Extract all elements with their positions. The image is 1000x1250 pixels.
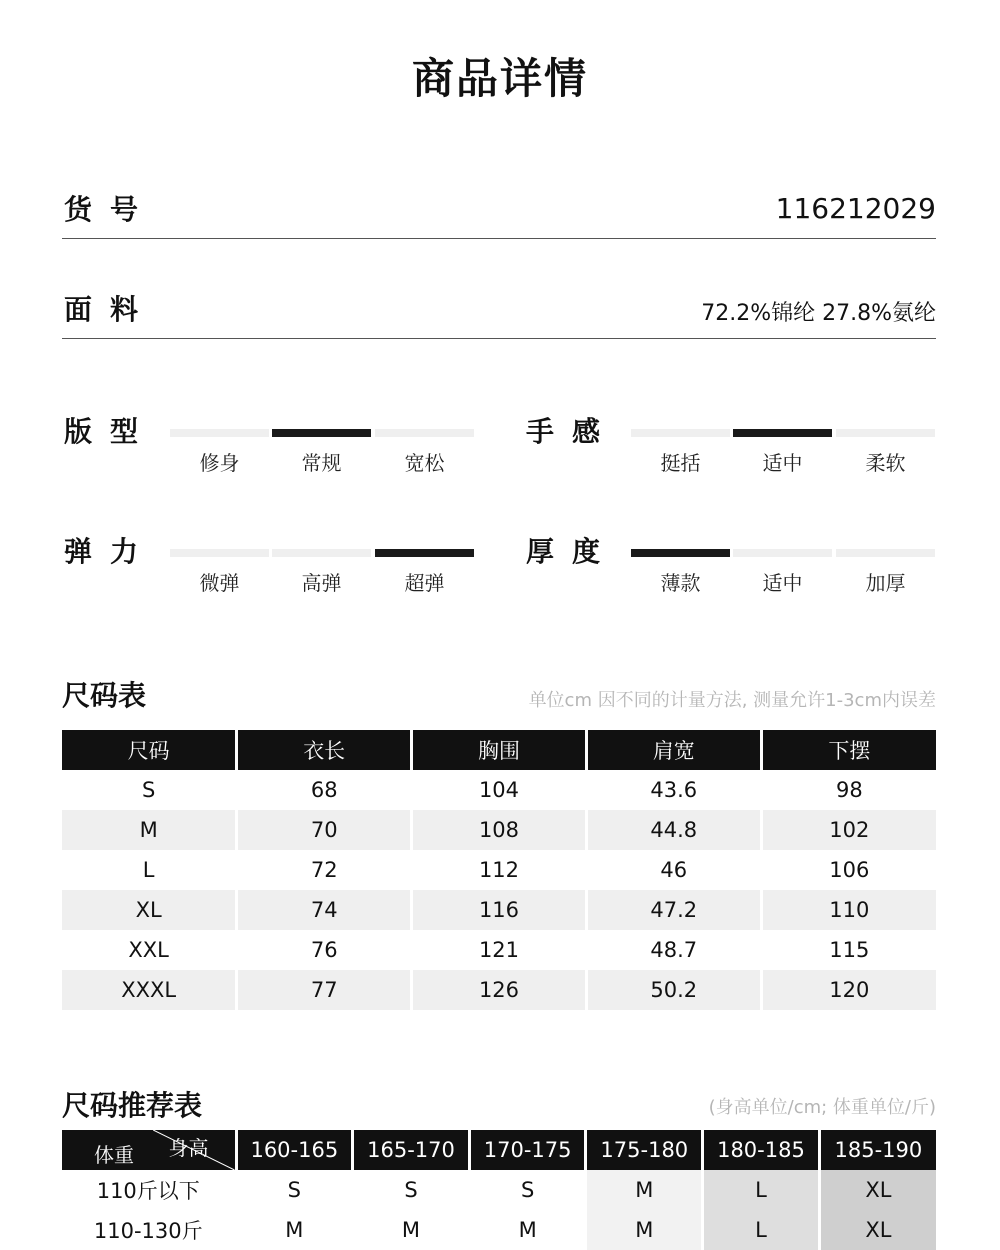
item-number-label: 货号 (64, 193, 157, 226)
table-cell: 46 (586, 850, 761, 890)
table-cell: 110 (761, 890, 936, 930)
feel-label: 手感 (526, 415, 619, 448)
size-cell: S (353, 1170, 470, 1210)
table-cell: 116 (412, 890, 587, 930)
height-range-header: 180-185 (703, 1130, 820, 1170)
size-table-title: 尺码表 (62, 679, 147, 712)
table-cell: 47.2 (586, 890, 761, 930)
table-cell: 70 (237, 810, 412, 850)
elasticity-label: 弹力 (64, 535, 157, 568)
thickness-seg-1 (733, 549, 832, 557)
attribute-elasticity (62, 530, 474, 600)
elasticity-option: 高弹 (301, 571, 342, 595)
table-cell: 68 (237, 770, 412, 810)
table-row (62, 970, 936, 1010)
size-cell: S (236, 1170, 353, 1210)
table-row (62, 1170, 936, 1210)
elasticity-seg-1 (272, 549, 371, 557)
height-range-header: 185-190 (819, 1130, 936, 1170)
size-table-note: 单位cm 因不同的计量方法, 测量允许1-3cm内误差 (528, 690, 936, 711)
feel-seg-0 (631, 429, 730, 437)
thickness-option: 加厚 (865, 571, 906, 595)
table-row (62, 770, 936, 810)
table-cell: 48.7 (586, 930, 761, 970)
feel-seg-2 (836, 429, 935, 437)
corner-weight-label: 体重 (94, 1143, 134, 1167)
table-cell: 72 (237, 850, 412, 890)
fit-seg-2 (375, 429, 474, 437)
size-cell: M (353, 1210, 470, 1250)
size-cell: L (703, 1170, 820, 1210)
table-cell: 115 (761, 930, 936, 970)
table-row (62, 850, 936, 890)
attribute-fit (62, 410, 474, 480)
table-cell: XXL (128, 938, 169, 962)
fabric-label: 面料 (64, 293, 157, 326)
height-range-header: 165-170 (353, 1130, 470, 1170)
feel-seg-1 (733, 429, 832, 437)
fit-option: 宽松 (404, 451, 445, 475)
size-table-header: 尺码 (62, 730, 237, 770)
size-cell: S (469, 1170, 586, 1210)
table-cell: 106 (761, 850, 936, 890)
feel-option: 适中 (762, 451, 803, 475)
info-row-fabric (62, 278, 936, 339)
weight-cell: 110-130斤 (93, 1219, 203, 1243)
thickness-seg-2 (836, 549, 935, 557)
size-cell: M (586, 1210, 703, 1250)
elasticity-option: 微弹 (199, 571, 240, 595)
fit-label: 版型 (64, 415, 157, 448)
height-range-header: 160-165 (236, 1130, 353, 1170)
size-table-header: 衣长 (237, 730, 412, 770)
height-range-header: 170-175 (469, 1130, 586, 1170)
table-cell: M (62, 810, 237, 850)
table-cell: 43.6 (586, 770, 761, 810)
size-cell: XL (819, 1210, 936, 1250)
thickness-label: 厚度 (526, 535, 619, 568)
table-cell: XXXL (62, 970, 237, 1010)
table-cell: 44.8 (586, 810, 761, 850)
table-cell: XL (62, 890, 237, 930)
feel-option: 柔软 (865, 451, 906, 475)
recommend-table-note: (身高单位/cm; 体重单位/斤) (708, 1097, 936, 1118)
recommend-corner-cell (62, 1130, 236, 1170)
fit-seg-0 (170, 429, 269, 437)
fit-option: 常规 (301, 451, 342, 475)
table-cell: 77 (237, 970, 412, 1010)
table-cell: 104 (412, 770, 587, 810)
table-cell: L (142, 858, 155, 882)
table-cell: 121 (412, 930, 587, 970)
table-cell: 108 (412, 810, 587, 850)
elasticity-option: 超弹 (404, 571, 445, 595)
elasticity-seg-0 (170, 549, 269, 557)
page-title: 商品详情 (411, 54, 588, 103)
size-table-header: 下摆 (761, 730, 936, 770)
table-cell: 98 (761, 770, 936, 810)
table-cell: 76 (237, 930, 412, 970)
thickness-seg-0 (631, 549, 730, 557)
attribute-thickness (524, 530, 936, 600)
table-cell: 50.2 (586, 970, 761, 1010)
size-cell: XL (819, 1170, 936, 1210)
table-cell: 112 (412, 850, 587, 890)
diagonal-divider (62, 1130, 235, 1170)
size-table-header: 胸围 (412, 730, 587, 770)
table-cell: S (141, 778, 156, 802)
height-range-header: 175-180 (586, 1130, 703, 1170)
table-cell: 102 (761, 810, 936, 850)
thickness-option: 适中 (762, 571, 803, 595)
thickness-option: 薄款 (660, 571, 701, 595)
item-number-value: 116212029 (775, 192, 936, 225)
size-table-header-row (62, 730, 936, 770)
size-cell: M (469, 1210, 586, 1250)
elasticity-seg-2 (375, 549, 474, 557)
attribute-feel (524, 410, 936, 480)
size-cell: M (586, 1170, 703, 1210)
corner-height-label: 身高 (168, 1136, 209, 1160)
table-cell: 120 (761, 970, 936, 1010)
recommend-header-row (62, 1130, 936, 1170)
fit-seg-1 (272, 429, 371, 437)
size-cell: L (703, 1210, 820, 1250)
table-cell: 74 (237, 890, 412, 930)
table-row (62, 890, 936, 930)
fit-option: 修身 (199, 451, 240, 475)
info-row-item-number (62, 178, 936, 239)
feel-option: 挺括 (660, 451, 701, 475)
table-row (62, 1210, 936, 1250)
table-cell: 126 (412, 970, 587, 1010)
size-table-header: 肩宽 (586, 730, 761, 770)
fabric-value: 72.2%锦纶 27.8%氨纶 (701, 301, 936, 326)
weight-cell: 110斤以下 (96, 1179, 200, 1203)
size-table (62, 730, 936, 1010)
recommend-table (62, 1130, 936, 1250)
size-cell: M (236, 1210, 353, 1250)
recommend-table-title: 尺码推荐表 (62, 1089, 203, 1122)
table-row (62, 810, 936, 850)
table-row (62, 930, 936, 970)
